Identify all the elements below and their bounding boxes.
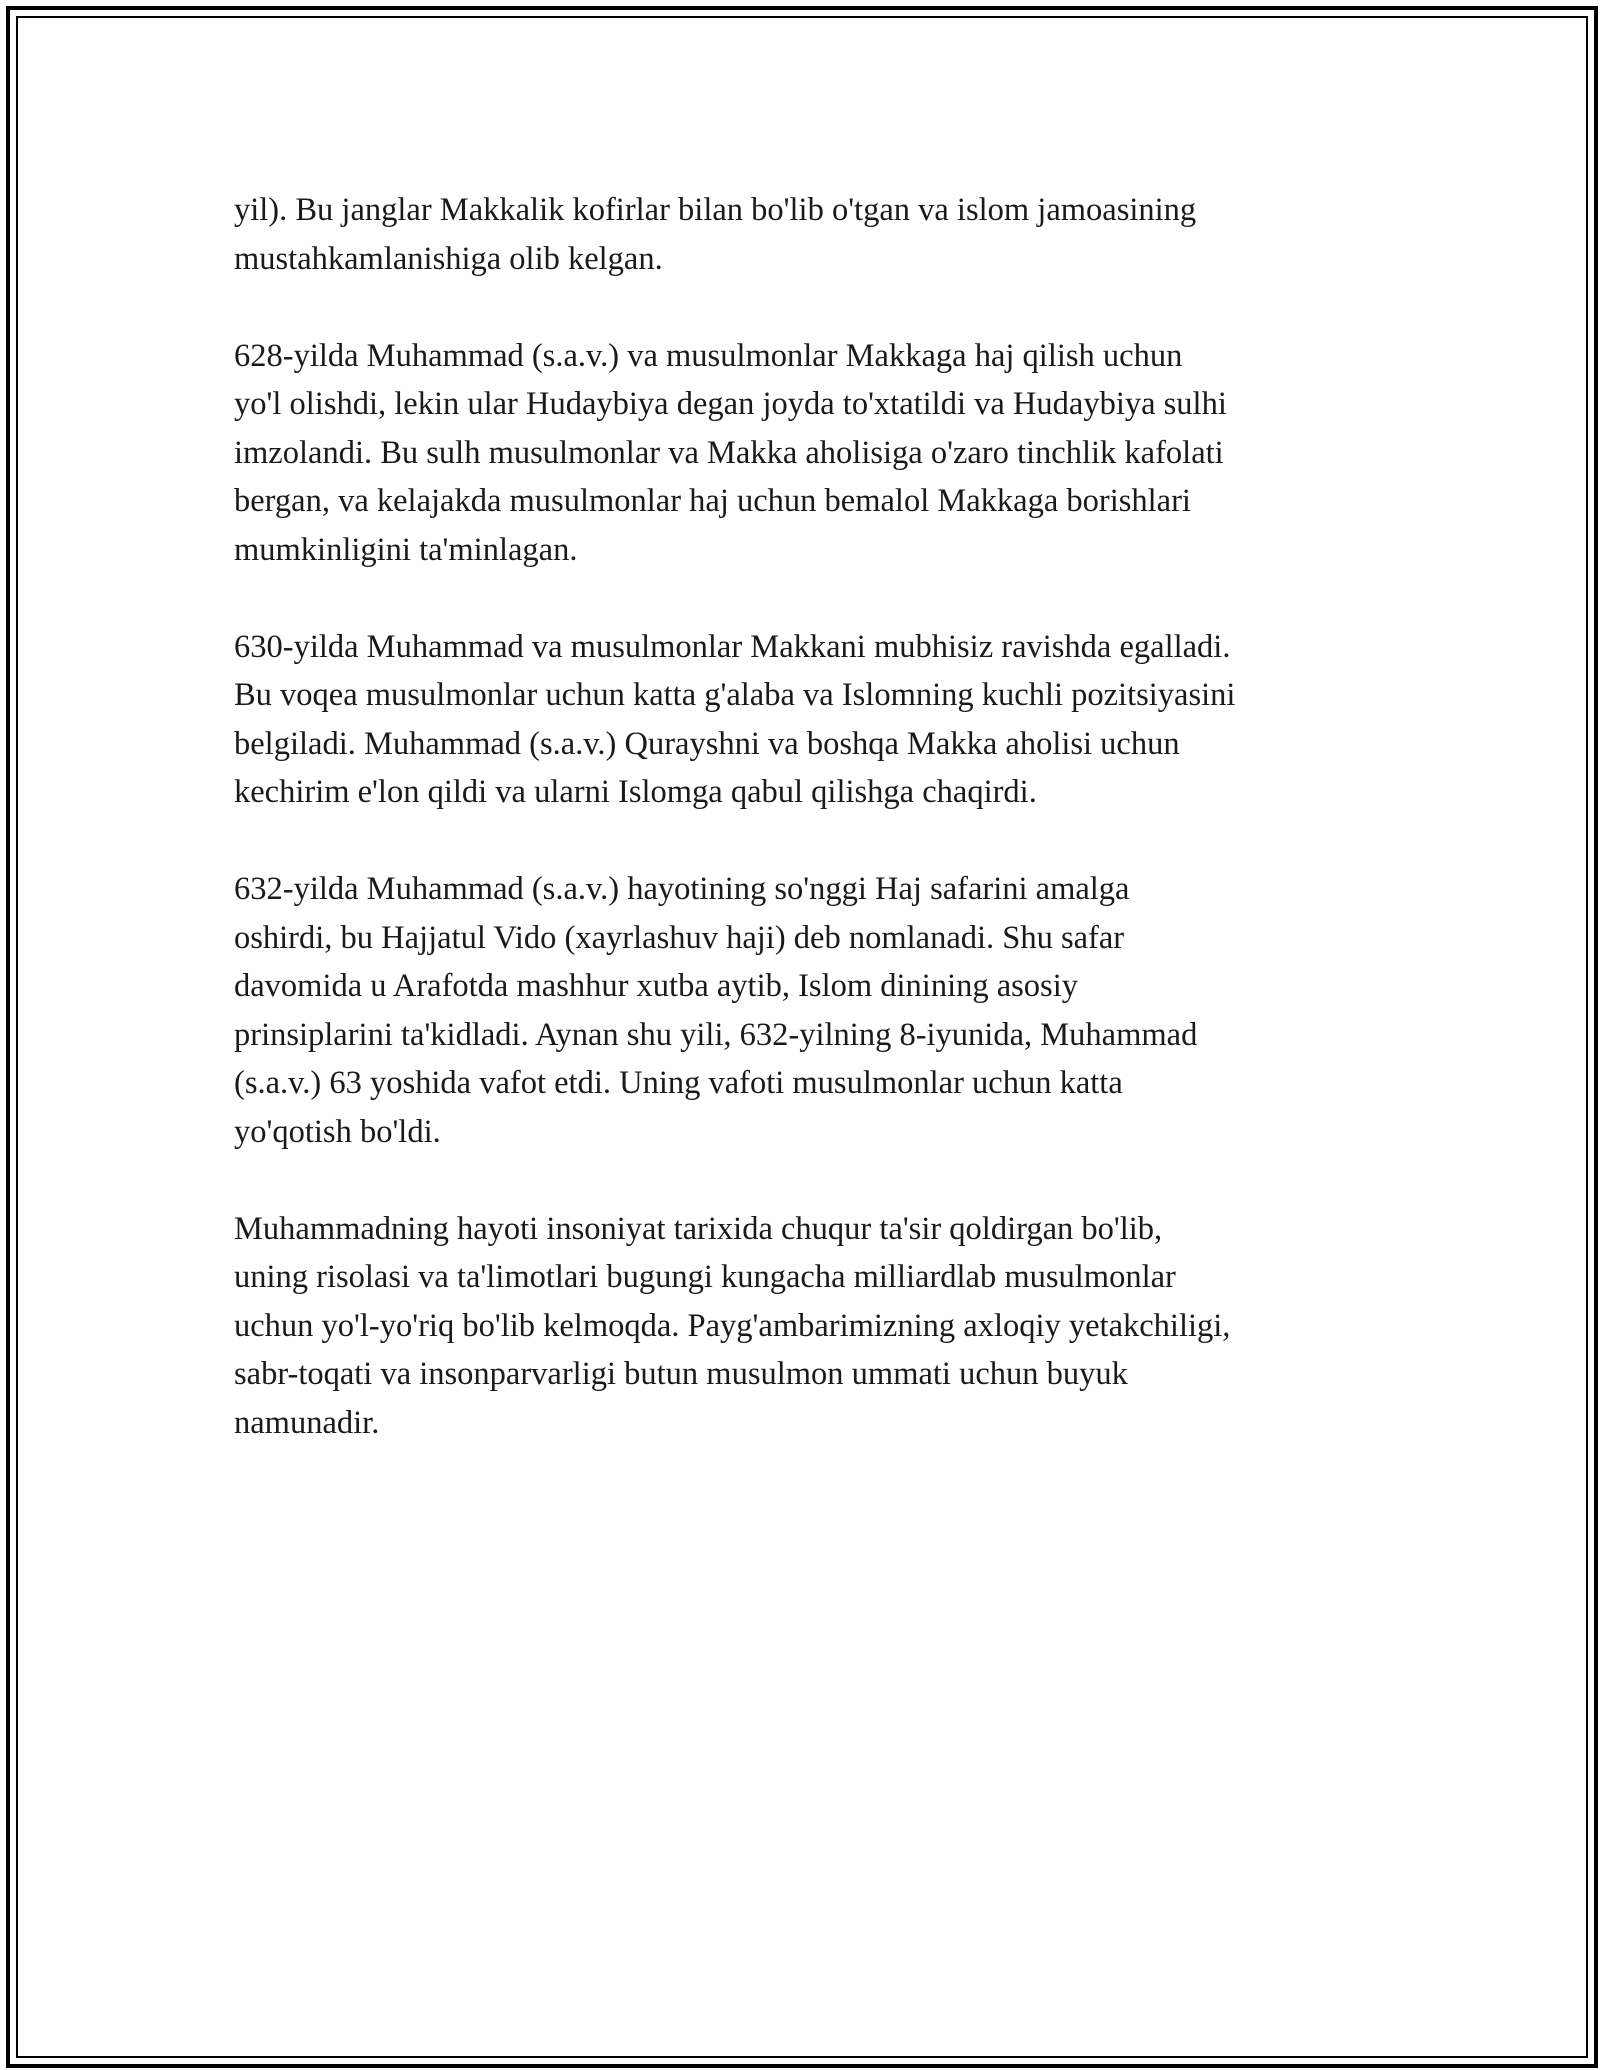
text-line: uchun yo'l-yo'riq bo'lib kelmoqda. Payg'ambarimizning axloqiy yetakchiligi, <box>234 1307 1231 1344</box>
text-line: kechirim e'lon qildi va ularni Islomga qabul qilishga chaqirdi. <box>234 774 1037 810</box>
text-line: oshirdi, bu Hajjatul Vido (xayrlashuv haji) deb nomlanadi. Shu safar <box>234 919 1125 956</box>
paragraph-4 <box>234 865 1384 1156</box>
text-line: sabr-toqati va insonparvarligi butun musulmon ummati uchun buyuk <box>234 1356 1128 1392</box>
text-line: mustahkamlanishiga olib kelgan. <box>234 240 663 277</box>
document-body <box>234 186 1384 1496</box>
paragraph-5 <box>234 1205 1384 1448</box>
text-line: Bu voqea musulmonlar uchun katta g'alaba va Islomning kuchli pozitsiyasini <box>234 677 1236 713</box>
text-line: uning risolasi va ta'limotlari bugungi kungacha milliardlab musulmonlar <box>234 1259 1176 1295</box>
text-line: yo'qotish bo'ldi. <box>234 1113 441 1150</box>
paragraph-3 <box>234 623 1384 817</box>
text-line: bergan, va kelajakda musulmonlar haj uchun bemalol Makkaga borishlari <box>234 483 1191 519</box>
text-line: Muhammadning hayoti insoniyat tarixida chuqur ta'sir qoldirgan bo'lib, <box>234 1210 1163 1247</box>
text-line: (s.a.v.) 63 yoshida vafot etdi. Uning vafoti musulmonlar uchun katta <box>234 1065 1123 1101</box>
text-line: imzolandi. Bu sulh musulmonlar va Makka aholisiga o'zaro tinchlik kafolati <box>234 434 1224 471</box>
paragraph-2 <box>234 332 1384 575</box>
text-line: belgiladi. Muhammad (s.a.v.) Qurayshni va boshqa Makka aholisi uchun <box>234 725 1180 762</box>
text-line: 630-yilda Muhammad va musulmonlar Makkani mubhisiz ravishda egalladi. <box>234 628 1231 665</box>
text-line: prinsiplarini ta'kidladi. Aynan shu yili, 632-yilning 8-iyunida, Muhammad <box>234 1016 1198 1053</box>
paragraph-1 <box>234 186 1384 283</box>
text-line: namunadir. <box>234 1404 380 1441</box>
text-line: 632-yilda Muhammad (s.a.v.) hayotining so'nggi Haj safarini amalga <box>234 871 1130 907</box>
text-line: 628-yilda Muhammad (s.a.v.) va musulmonlar Makkaga haj qilish uchun <box>234 337 1183 374</box>
text-line: mumkinligini ta'minlagan. <box>234 531 578 568</box>
text-line: yil). Bu janglar Makkalik kofirlar bilan bo'lib o'tgan va islom jamoasining <box>234 192 1197 228</box>
text-line: yo'l olishdi, lekin ular Hudaybiya degan joyda to'xtatildi va Hudaybiya sulhi <box>234 386 1227 422</box>
text-line: davomida u Arafotda mashhur xutba aytib, Islom dinining asosiy <box>234 968 1078 1004</box>
